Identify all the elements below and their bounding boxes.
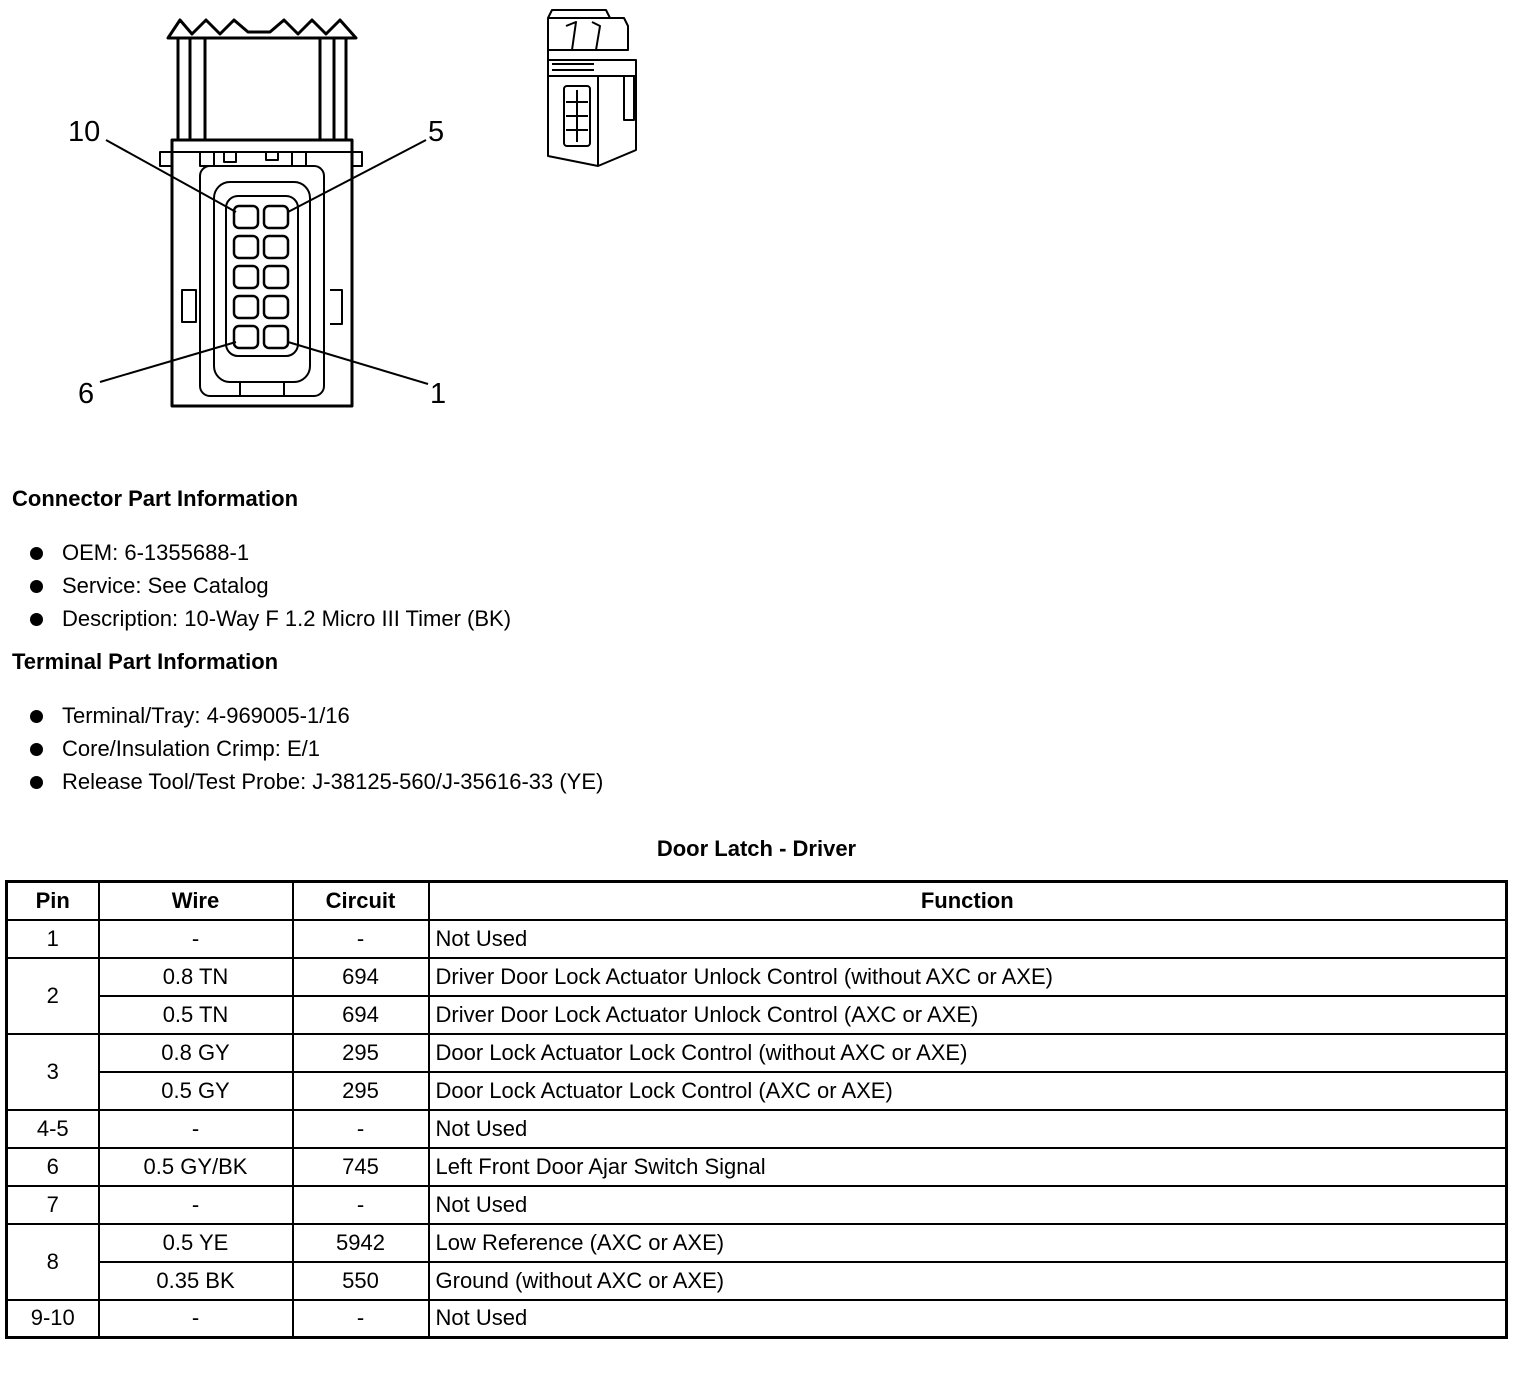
circuit-cell: - bbox=[293, 1300, 429, 1338]
circuit-cell: 694 bbox=[293, 996, 429, 1034]
function-cell: Low Reference (AXC or AXE) bbox=[429, 1224, 1507, 1262]
pin-cell: 1 bbox=[7, 920, 99, 958]
pin-label-1: 1 bbox=[430, 378, 447, 410]
terminal-info-list bbox=[28, 699, 603, 798]
wire-cell: - bbox=[99, 920, 293, 958]
connector-diagram bbox=[0, 0, 700, 440]
circuit-cell: - bbox=[293, 1186, 429, 1224]
pin-cell: 2 bbox=[7, 958, 99, 1034]
circuit-cell: 295 bbox=[293, 1034, 429, 1072]
wire-cell: - bbox=[99, 1186, 293, 1224]
function-cell: Driver Door Lock Actuator Unlock Control (without AXC or AXE) bbox=[429, 958, 1507, 996]
table-row bbox=[7, 996, 1507, 1034]
pin-label-6: 6 bbox=[78, 378, 95, 410]
table-row bbox=[7, 1034, 1507, 1072]
function-cell: Driver Door Lock Actuator Unlock Control (AXC or AXE) bbox=[429, 996, 1507, 1034]
function-cell: Not Used bbox=[429, 920, 1507, 958]
pin-cell: 8 bbox=[7, 1224, 99, 1300]
header-circuit: Circuit bbox=[293, 882, 429, 920]
pin-cell: 4-5 bbox=[7, 1110, 99, 1148]
circuit-cell: - bbox=[293, 1110, 429, 1148]
connector-info-list bbox=[28, 536, 511, 635]
header-pin: Pin bbox=[7, 882, 99, 920]
circuit-cell: 550 bbox=[293, 1262, 429, 1300]
pinout-table bbox=[5, 880, 1508, 1339]
list-item: OEM: 6-1355688-1 bbox=[28, 536, 511, 569]
header-function: Function bbox=[429, 882, 1507, 920]
circuit-cell: 745 bbox=[293, 1148, 429, 1186]
pin-cell: 7 bbox=[7, 1186, 99, 1224]
table-row bbox=[7, 1224, 1507, 1262]
wire-cell: 0.5 YE bbox=[99, 1224, 293, 1262]
terminal-info-heading: Terminal Part Information bbox=[12, 649, 279, 674]
wire-cell: 0.5 TN bbox=[99, 996, 293, 1034]
wire-cell: - bbox=[99, 1110, 293, 1148]
function-cell: Door Lock Actuator Lock Control (AXC or AXE) bbox=[429, 1072, 1507, 1110]
pin-label-5: 5 bbox=[428, 116, 445, 148]
wire-cell: 0.5 GY/BK bbox=[99, 1148, 293, 1186]
pin-cell: 9-10 bbox=[7, 1300, 99, 1338]
table-row bbox=[7, 920, 1507, 958]
table-row bbox=[7, 1262, 1507, 1300]
table-row bbox=[7, 1300, 1507, 1338]
list-item: Core/Insulation Crimp: E/1 bbox=[28, 732, 603, 765]
circuit-cell: - bbox=[293, 920, 429, 958]
table-row bbox=[7, 958, 1507, 996]
connector-info-heading: Connector Part Information bbox=[12, 486, 299, 511]
table-header-row bbox=[7, 882, 1507, 920]
wire-cell: 0.8 TN bbox=[99, 958, 293, 996]
pin-cell: 3 bbox=[7, 1034, 99, 1110]
function-cell: Not Used bbox=[429, 1186, 1507, 1224]
list-item: Service: See Catalog bbox=[28, 569, 511, 602]
circuit-cell: 295 bbox=[293, 1072, 429, 1110]
function-cell: Ground (without AXC or AXE) bbox=[429, 1262, 1507, 1300]
wire-cell: 0.8 GY bbox=[99, 1034, 293, 1072]
circuit-cell: 694 bbox=[293, 958, 429, 996]
table-row bbox=[7, 1072, 1507, 1110]
list-item: Terminal/Tray: 4-969005-1/16 bbox=[28, 699, 603, 732]
circuit-cell: 5942 bbox=[293, 1224, 429, 1262]
table-row bbox=[7, 1148, 1507, 1186]
function-cell: Not Used bbox=[429, 1110, 1507, 1148]
function-cell: Left Front Door Ajar Switch Signal bbox=[429, 1148, 1507, 1186]
list-item: Release Tool/Test Probe: J-38125-560/J-35616-33 (YE) bbox=[28, 765, 603, 798]
wire-cell: 0.35 BK bbox=[99, 1262, 293, 1300]
header-wire: Wire bbox=[99, 882, 293, 920]
pin-label-10: 10 bbox=[68, 116, 101, 148]
function-cell: Not Used bbox=[429, 1300, 1507, 1338]
pin-cell: 6 bbox=[7, 1148, 99, 1186]
wire-cell: 0.5 GY bbox=[99, 1072, 293, 1110]
table-row bbox=[7, 1110, 1507, 1148]
function-cell: Door Lock Actuator Lock Control (without AXC or AXE) bbox=[429, 1034, 1507, 1072]
table-row bbox=[7, 1186, 1507, 1224]
table-title: Door Latch - Driver bbox=[656, 836, 857, 861]
list-item: Description: 10-Way F 1.2 Micro III Timer (BK) bbox=[28, 602, 511, 635]
wire-cell: - bbox=[99, 1300, 293, 1338]
